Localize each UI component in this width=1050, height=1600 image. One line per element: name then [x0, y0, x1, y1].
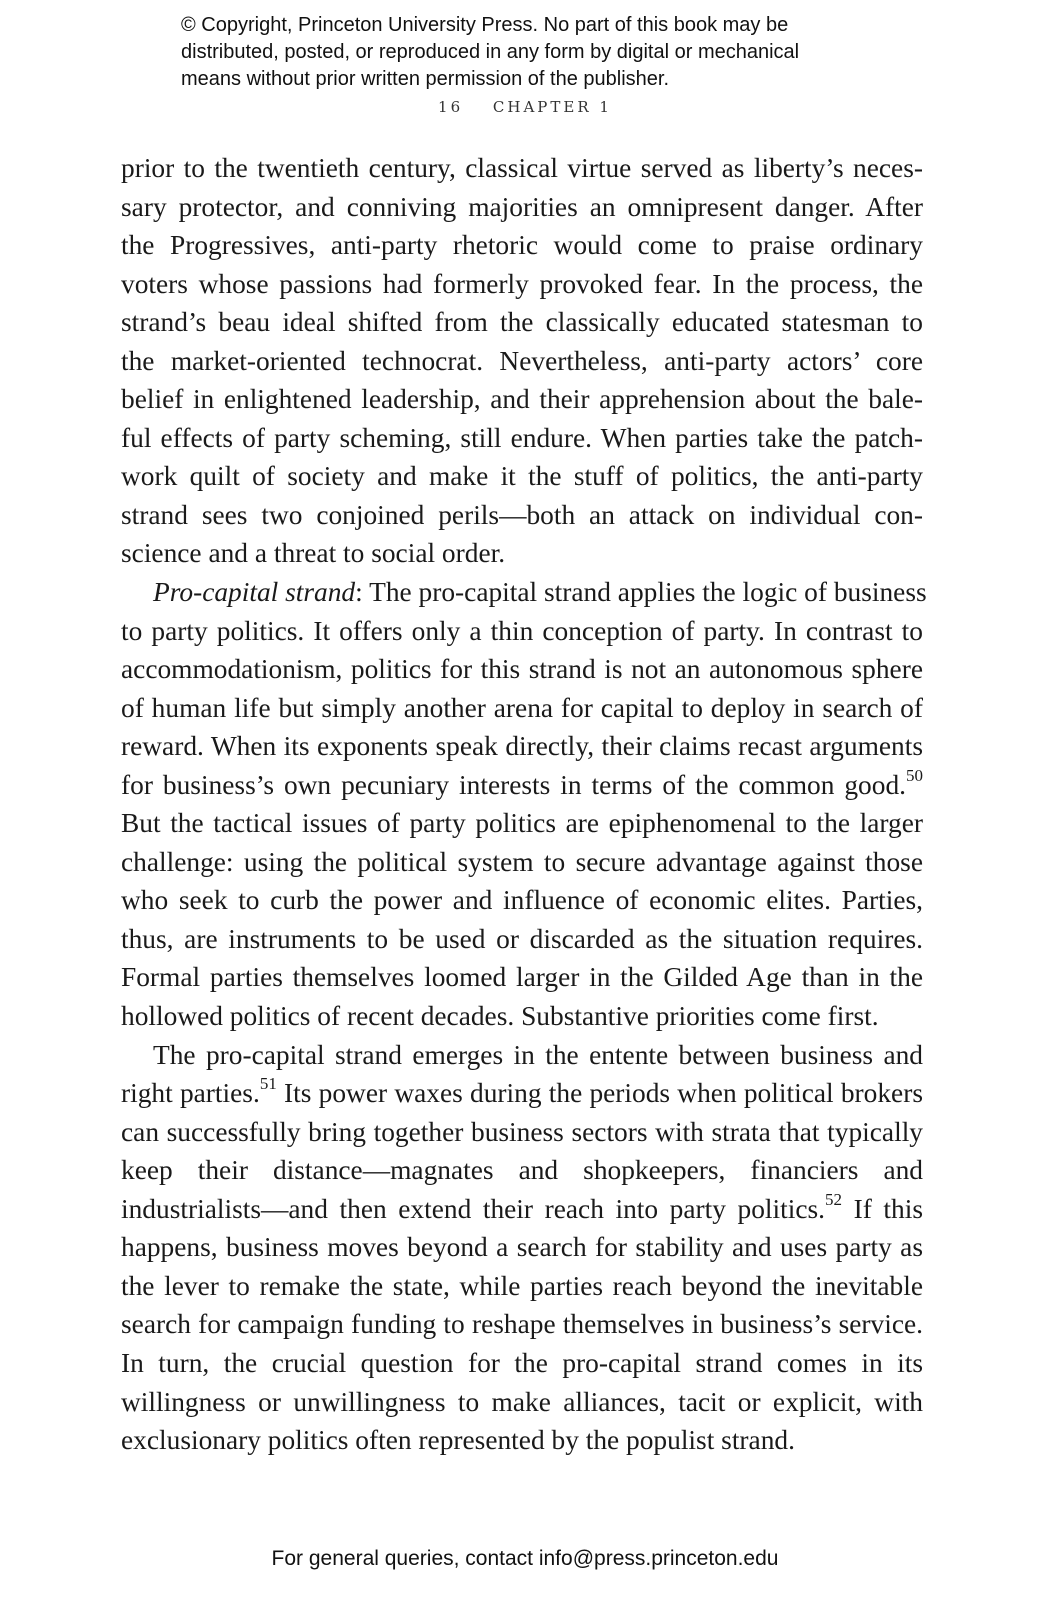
- footnote-ref[interactable]: 51: [259, 1074, 277, 1093]
- footnote-ref[interactable]: 52: [825, 1189, 843, 1209]
- text-line: search for campaign funding to reshape themselves in business’s service.: [121, 1309, 923, 1340]
- text-line: voters whose passions had formerly provoked fear. In the process, the: [121, 268, 923, 299]
- text-line: the lever to remake the state, while parties reach beyond the inevitable: [121, 1270, 923, 1301]
- chapter-label: CHAPTER 1: [492, 98, 612, 116]
- text-line: accommodationism, politics for this strand is not an autonomous sphere: [121, 654, 923, 685]
- text-span: : The pro-capital strand applies the logic of business: [355, 577, 927, 608]
- text-line: to party politics. It offers only a thin conception of party. In contrast to: [121, 615, 923, 646]
- text-line: happens, business moves beyond a search for stability and uses party as: [121, 1232, 923, 1263]
- text-span: right parties.: [121, 1078, 260, 1109]
- paragraph-pro-capital-strand: [121, 573, 927, 1036]
- text-line: The pro-capital strand emerges in the entente between business and: [153, 1039, 923, 1070]
- text-line: keep their distance—magnates and shopkeepers, financiers and: [121, 1155, 923, 1186]
- copyright-line: distributed, posted, or reproduced in any form by digital or mechanical: [181, 41, 800, 63]
- text-line: thus, are instruments to be used or discarded as the situation requires.: [121, 923, 923, 954]
- running-head: [0, 98, 1050, 116]
- text-line: [121, 573, 927, 612]
- text-line: [121, 766, 923, 805]
- text-line: But the tactical issues of party politics are epiphenomenal to the larger: [121, 808, 923, 839]
- text-line: sary protector, and conniving majorities an omnipresent danger. After: [121, 191, 923, 222]
- text-line: belief in enlightened leadership, and their apprehension about the bale-: [121, 384, 923, 415]
- paragraph-anti-party-conclusion: [121, 149, 923, 573]
- text-line: [121, 1190, 923, 1229]
- text-line: ful effects of party scheming, still endure. When parties take the patch-: [121, 422, 923, 453]
- copyright-line: means without prior written permission of the publisher.: [181, 68, 670, 90]
- strand-heading: Pro-capital strand: [153, 577, 356, 608]
- text-line: the Progressives, anti-party rhetoric would come to praise ordinary: [121, 230, 923, 261]
- text-line: hollowed politics of recent decades. Substantive priorities come first.: [121, 1001, 879, 1032]
- text-line: [121, 1074, 923, 1113]
- text-line: exclusionary politics often represented by the populist strand.: [121, 1425, 795, 1456]
- text-line: Formal parties themselves loomed larger in the Gilded Age than in the: [121, 962, 923, 993]
- text-line: challenge: using the political system to secure advantage against those: [121, 846, 923, 877]
- text-line: reward. When its exponents speak directly, their claims recast arguments: [121, 731, 923, 762]
- text-line: of human life but simply another arena for capital to deploy in search of: [121, 692, 923, 723]
- text-line: the market-oriented technocrat. Nevertheless, anti-party actors’ core: [121, 345, 923, 376]
- copyright-notice: [181, 12, 941, 93]
- text-line: can successfully bring together business sectors with strata that typically: [121, 1116, 923, 1147]
- text-line: In turn, the crucial question for the pro-capital strand comes in its: [121, 1347, 923, 1378]
- copyright-line: © Copyright, Princeton University Press. No part of this book may be: [181, 14, 789, 36]
- text-span: Its power waxes during the periods when political brokers: [276, 1078, 923, 1109]
- text-line: willingness or unwillingness to make alliances, tacit or explicit, with: [121, 1386, 923, 1417]
- text-line: work quilt of society and make it the stuff of politics, the anti-party: [121, 461, 923, 492]
- text-line: strand sees two conjoined perils—both an attack on individual con-: [121, 499, 923, 530]
- text-line: science and a threat to social order.: [121, 538, 506, 569]
- text-line: strand’s beau ideal shifted from the classically educated statesman to: [121, 307, 923, 338]
- text-span: If this: [842, 1193, 923, 1224]
- text-span: industrialists—and then extend their reach into party politics.: [121, 1193, 826, 1224]
- text-line: prior to the twentieth century, classical virtue served as liberty’s neces-: [121, 153, 923, 183]
- paragraph-pro-capital-entente: [121, 1036, 923, 1460]
- body-text: [121, 149, 927, 1460]
- page-number: 16: [438, 98, 464, 116]
- text-span: for business’s own pecuniary interests in terms of the common good.: [121, 769, 906, 800]
- footnote-ref[interactable]: 50: [906, 765, 923, 785]
- text-line: who seek to curb the power and influence of economic elites. Parties,: [121, 885, 923, 916]
- footer-contact: For general queries, contact info@press.princeton.edu: [271, 1547, 779, 1570]
